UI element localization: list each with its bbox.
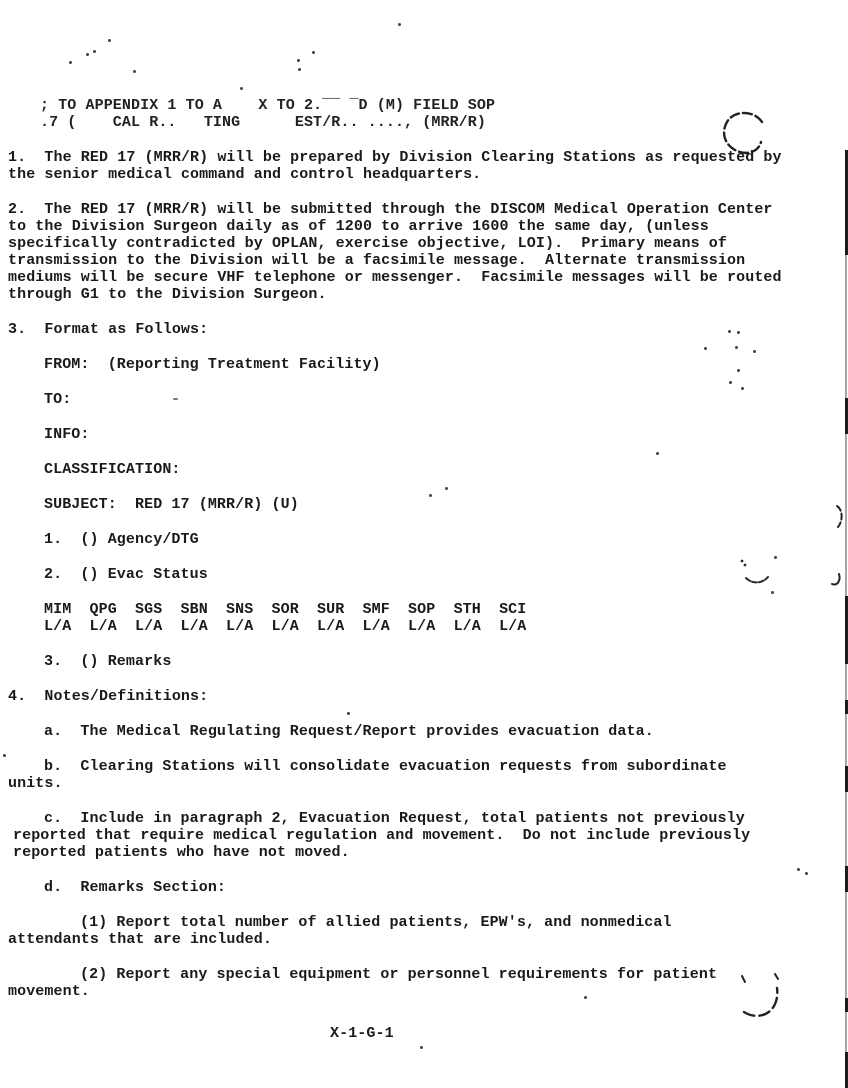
scan-speck bbox=[584, 996, 587, 999]
paragraph-1 bbox=[8, 149, 828, 183]
doc-line: movement. bbox=[8, 983, 90, 1000]
page-number-text: X-1-G-1 bbox=[330, 1025, 394, 1042]
paragraph-4-heading bbox=[8, 688, 828, 705]
message-item-1 bbox=[8, 531, 828, 548]
doc-line: b. Clearing Stations will consolidate evacuation requests from subordinate bbox=[44, 758, 727, 775]
scan-speck bbox=[93, 50, 96, 53]
scan-speck bbox=[297, 59, 300, 62]
scan-speck bbox=[771, 591, 774, 594]
doc-line: TO: bbox=[44, 391, 72, 408]
page-number bbox=[8, 1025, 828, 1042]
doc-line: 1. () Agency/DTG bbox=[44, 531, 199, 548]
ink-hook-mark bbox=[830, 572, 844, 590]
scan-speck bbox=[69, 61, 72, 64]
pen-circle-mark-top-right bbox=[720, 110, 772, 160]
doc-line: mediums will be secure VHF telephone or messenger. Facsimile messages will be routed bbox=[8, 269, 782, 286]
doc-line: transmission to the Division will be a facsimile message. Alternate transmission bbox=[8, 252, 746, 269]
note-b bbox=[8, 758, 828, 792]
doc-line: (1) Report total number of allied patients, EPW's, and nonmedical bbox=[80, 914, 672, 931]
pen-arc-mark-bottom-right bbox=[734, 968, 792, 1024]
evac-status-values: L/A L/A L/A L/A L/A L/A L/A L/A L/A L/A L/A bbox=[44, 618, 527, 635]
scan-speck bbox=[240, 87, 243, 90]
scan-speck bbox=[656, 452, 659, 455]
message-subject-line bbox=[8, 496, 828, 513]
message-from-line bbox=[8, 356, 828, 373]
scan-speck bbox=[704, 347, 707, 350]
doc-line: c. Include in paragraph 2, Evacuation Request, total patients not previously bbox=[44, 810, 745, 827]
scan-speck bbox=[133, 70, 136, 73]
message-to-line bbox=[8, 391, 828, 408]
evac-status-table bbox=[8, 601, 828, 635]
doc-line: through G1 to the Division Surgeon. bbox=[8, 286, 327, 303]
scan-speck bbox=[312, 51, 315, 54]
doc-line: 4. Notes/Definitions: bbox=[8, 688, 209, 705]
scan-speck bbox=[298, 68, 301, 71]
doc-line: 3. Format as Follows: bbox=[8, 321, 209, 338]
note-d-sub-2 bbox=[8, 966, 828, 1000]
scan-speck bbox=[805, 872, 808, 875]
scan-speck bbox=[86, 53, 89, 56]
doc-line: 2. The RED 17 (MRR/R) will be submitted through the DISCOM Medical Operation Center bbox=[8, 201, 773, 218]
doc-line: CLASSIFICATION: bbox=[44, 461, 181, 478]
scan-speck bbox=[797, 868, 800, 871]
message-info-line bbox=[8, 426, 828, 443]
doc-line: FROM: (Reporting Treatment Facility) bbox=[44, 356, 381, 373]
scan-speck bbox=[347, 712, 350, 715]
message-classification-line bbox=[8, 461, 828, 478]
doc-line: a. The Medical Regulating Request/Report provides evacuation data. bbox=[44, 723, 654, 740]
ink-smudge-mark bbox=[738, 556, 776, 596]
scan-speck bbox=[728, 330, 731, 333]
note-d-sub-1 bbox=[8, 914, 828, 948]
scan-speck bbox=[173, 398, 178, 400]
scan-speck bbox=[737, 369, 740, 372]
doc-line: the senior medical command and control headquarters. bbox=[8, 166, 482, 183]
scan-speck bbox=[729, 381, 732, 384]
doc-line: 3. () Remarks bbox=[44, 653, 172, 670]
paragraph-3-heading bbox=[8, 321, 828, 338]
scan-speck bbox=[3, 754, 6, 757]
scan-speck bbox=[753, 350, 756, 353]
header-line: .7 ( CAL R.. TING EST/R.. ...., (MRR/R) bbox=[40, 114, 486, 131]
scan-speck bbox=[445, 487, 448, 490]
message-item-3 bbox=[8, 653, 828, 670]
scan-speck bbox=[420, 1046, 423, 1049]
doc-line: reported that require medical regulation and movement. Do not include previously bbox=[13, 827, 751, 844]
doc-line: INFO: bbox=[44, 426, 90, 443]
note-c bbox=[8, 810, 828, 861]
doc-line: attendants that are included. bbox=[8, 931, 272, 948]
evac-status-columns: MIM QPG SGS SBN SNS SOR SUR SMF SOP STH SCI bbox=[44, 601, 527, 618]
document-header bbox=[40, 97, 828, 131]
scan-speck bbox=[735, 346, 738, 349]
doc-line: units. bbox=[8, 775, 63, 792]
scan-speck bbox=[774, 556, 777, 559]
doc-line: SUBJECT: RED 17 (MRR/R) (U) bbox=[44, 496, 299, 513]
doc-line: 2. () Evac Status bbox=[44, 566, 208, 583]
note-a bbox=[8, 723, 828, 740]
paragraph-2 bbox=[8, 201, 828, 303]
doc-line: to the Division Surgeon daily as of 1200 to arrive 1600 the same day, (unless bbox=[8, 218, 709, 235]
scan-speck bbox=[741, 387, 744, 390]
scan-speck bbox=[108, 39, 111, 42]
doc-line: specifically contradicted by OPLAN, exercise objective, LOI). Primary means of bbox=[8, 235, 728, 252]
doc-line: 1. The RED 17 (MRR/R) will be prepared by Division Clearing Stations as requested by bbox=[8, 149, 782, 166]
doc-line: reported patients who have not moved. bbox=[13, 844, 350, 861]
scan-speck bbox=[737, 331, 740, 334]
note-d bbox=[8, 879, 828, 896]
header-line: ; TO APPENDIX 1 TO A X TO 2.¯¯ ¯D (M) FIELD SOP bbox=[40, 97, 496, 114]
doc-line: (2) Report any special equipment or personnel requirements for patient bbox=[80, 966, 718, 983]
scan-speck bbox=[398, 23, 401, 26]
document-body bbox=[8, 97, 828, 1042]
doc-line: d. Remarks Section: bbox=[44, 879, 227, 896]
scan-speck bbox=[429, 494, 432, 497]
message-item-2 bbox=[8, 566, 828, 583]
